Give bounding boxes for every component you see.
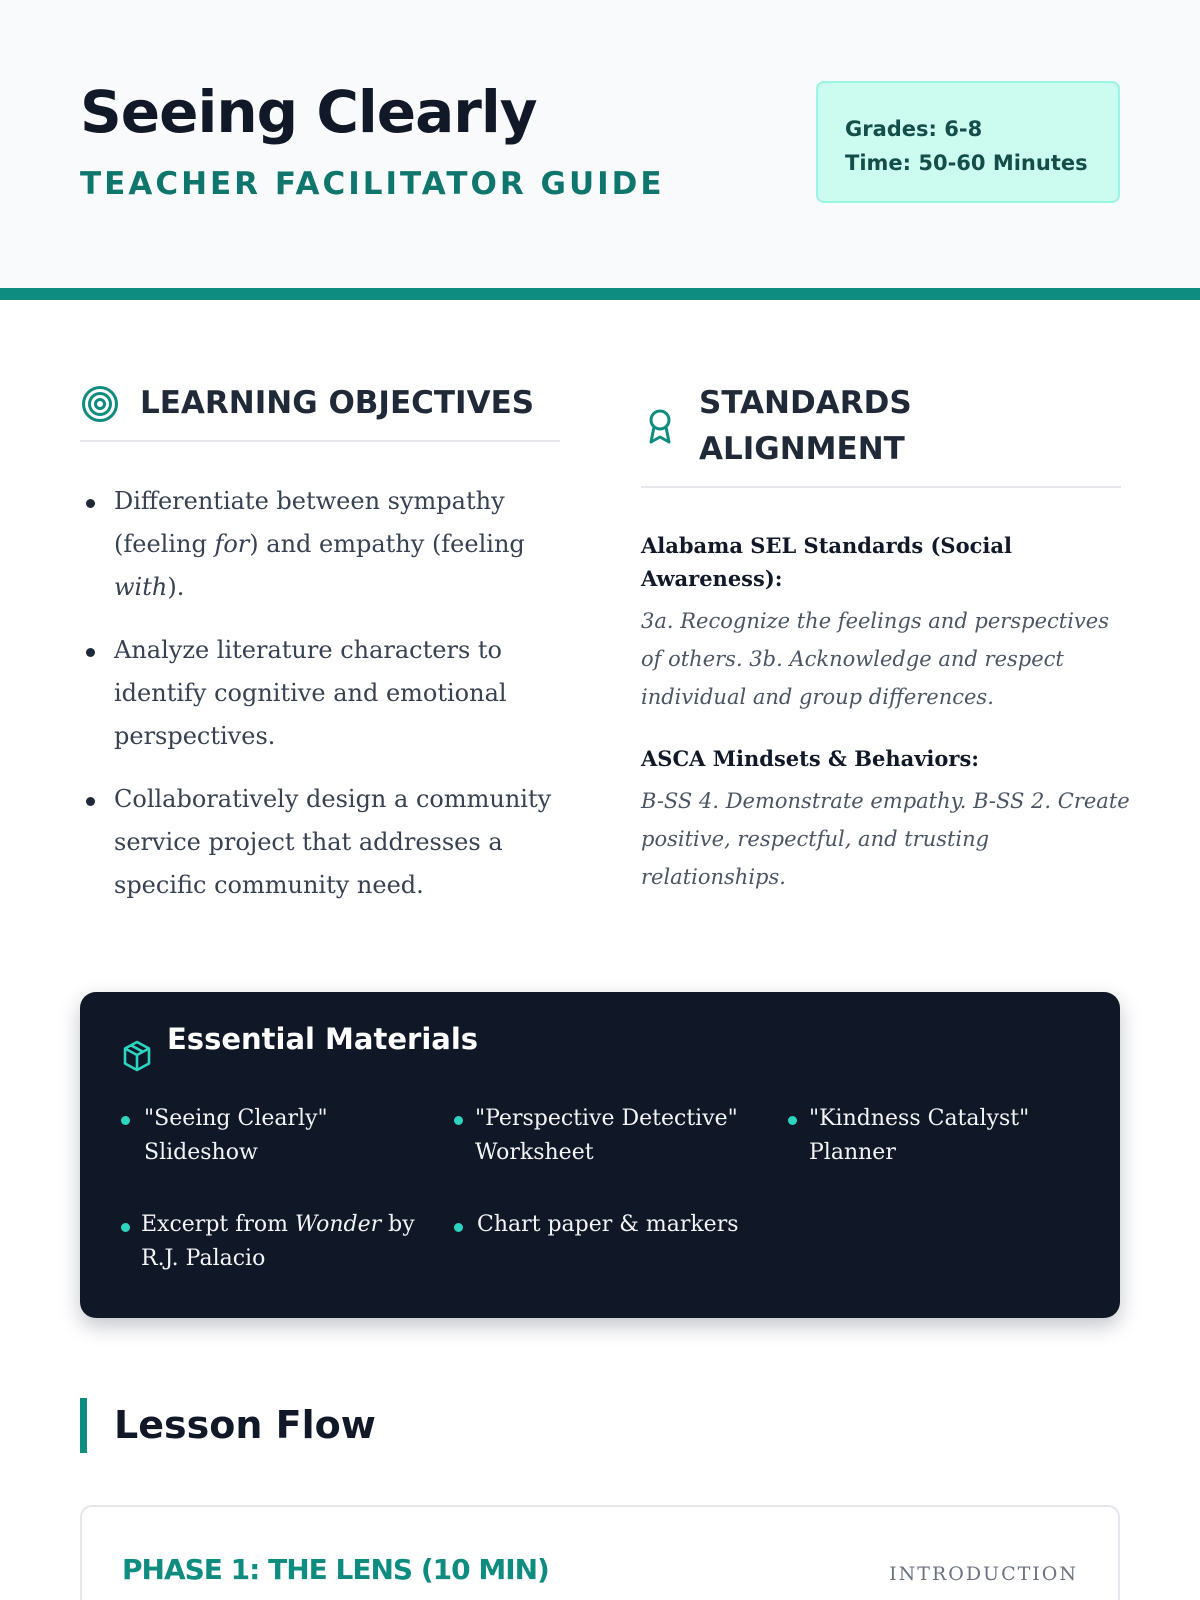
materials-title: Essential Materials (167, 1022, 479, 1056)
lesson-flow-accent-bar (80, 1398, 87, 1453)
objectives-rule (80, 440, 560, 442)
list-item: Differentiate between sympathy (feeling for) and empathy (feeling with). (80, 480, 560, 609)
material-item: Excerpt from Wonder by R.J. Palacio (141, 1212, 415, 1271)
grades-label: Grades: 6-8 (845, 117, 983, 141)
phase-title: PHASE 1: THE LENS (10 MIN) (122, 1553, 549, 1586)
material-item: "Seeing Clearly" Slideshow (144, 1106, 328, 1165)
award-ribbon-icon (646, 408, 674, 446)
target-icon (80, 384, 120, 424)
header-divider (0, 288, 1200, 300)
material-item: Chart paper & markers (477, 1212, 739, 1237)
material-item: "Kindness Catalyst" Planner (809, 1106, 1030, 1165)
objectives-list (80, 480, 560, 927)
page-subtitle: TEACHER FACILITATOR GUIDE (80, 166, 665, 202)
standard-label: ASCA Mindsets & Behaviors: (641, 746, 980, 771)
page-title: Seeing Clearly (80, 78, 537, 146)
standards-heading: STANDARDS ALIGNMENT (699, 385, 912, 467)
material-item: "Perspective Detective" Worksheet (475, 1106, 738, 1165)
time-label: Time: 50-60 Minutes (845, 151, 1088, 175)
list-item: Analyze literature characters to identify cognitive and emotional perspectives. (80, 629, 560, 758)
bullet-dot (121, 1223, 130, 1232)
page-header (0, 0, 1200, 288)
package-icon (122, 1040, 152, 1072)
bullet-dot (454, 1223, 463, 1232)
phase-tag: INTRODUCTION (889, 1563, 1078, 1585)
lesson-meta-badge (816, 81, 1120, 203)
list-item: Collaboratively design a community service project that addresses a specific community need. (80, 778, 560, 907)
materials-panel (80, 992, 1120, 1318)
objectives-heading: LEARNING OBJECTIVES (140, 385, 535, 421)
lesson-flow-heading: Lesson Flow (114, 1403, 376, 1447)
phase-card (80, 1505, 1120, 1600)
standard-text: 3a. Recognize the feelings and perspectives of others. 3b. Acknowledge and respect individual and group differences. (641, 609, 1109, 709)
bullet-dot (454, 1116, 463, 1125)
standard-label: Alabama SEL Standards (Social Awareness): (641, 533, 1012, 591)
standard-text: B-SS 4. Demonstrate empathy. B-SS 2. Create positive, respectful, and trusting relationships. (641, 789, 1130, 889)
bullet-dot (788, 1116, 797, 1125)
standards-rule (641, 486, 1121, 488)
bullet-dot (121, 1116, 130, 1125)
